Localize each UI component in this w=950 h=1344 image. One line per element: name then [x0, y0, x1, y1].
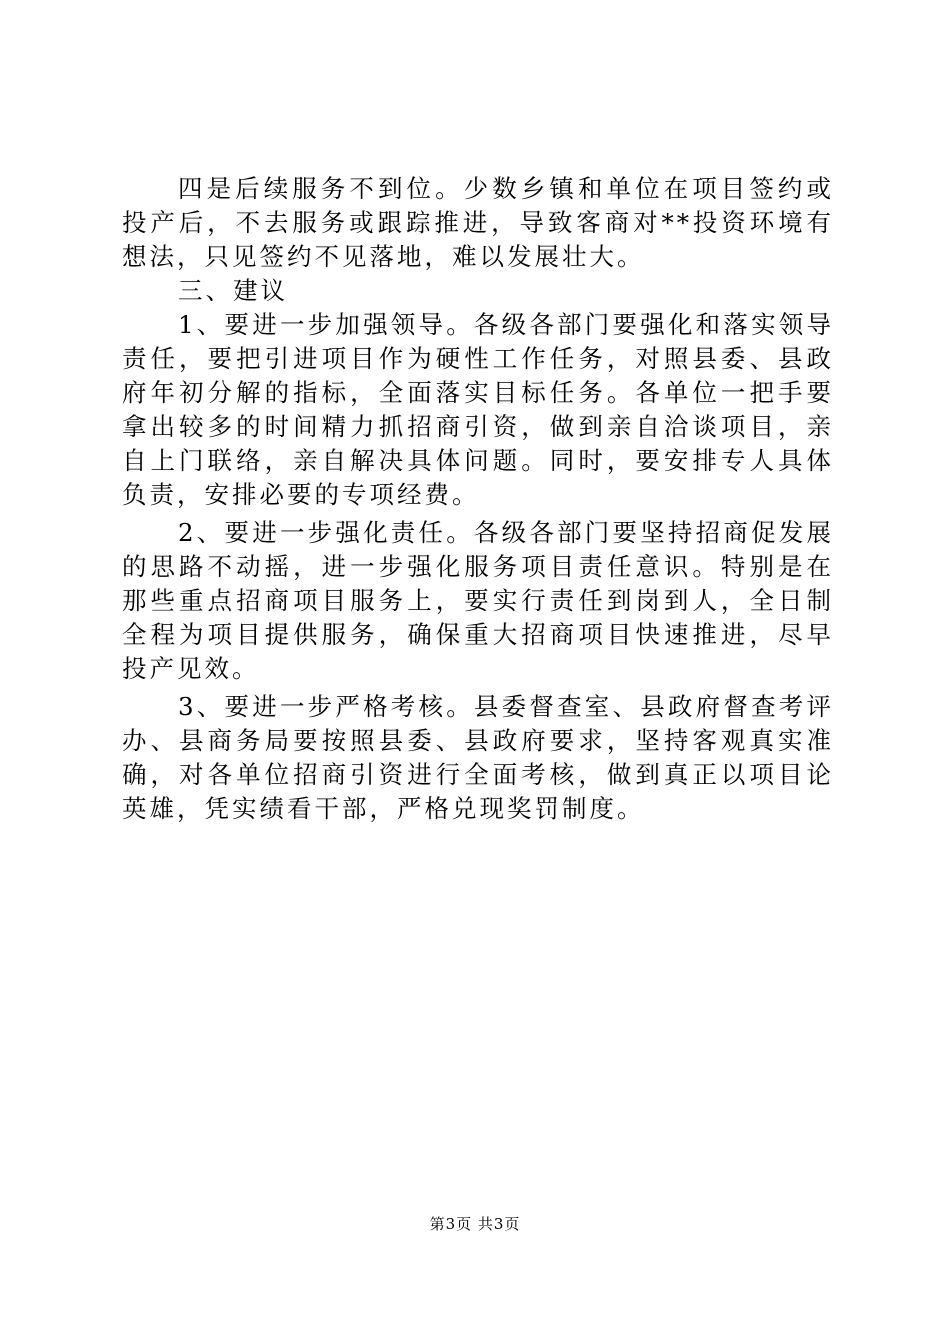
paragraph-assessment: 3、要进一步严格考核。县委督查室、县政府督查考评办、县商务局要按照县委、县政府要求，坚持客观真实准确，对各单位招商引资进行全面考核，做到真正以项目论英雄，凭实绩看干部，严格兑现奖罚制度。	[122, 692, 834, 823]
paragraph-service-issue: 四是后续服务不到位。少数乡镇和单位在项目签约或投产后，不去服务或跟踪推进，导致客商对**投资环境有想法，只见签约不见落地，难以发展壮大。	[122, 174, 834, 271]
paragraph-responsibility: 2、要进一步强化责任。各级各部门要坚持招商促发展的思路不动摇，进一步强化服务项目责任意识。特别是在那些重点招商项目服务上，要实行责任到岗到人，全日制全程为项目提供服务，确保重大招商项目快速推进，尽早投产见效。	[122, 518, 834, 683]
page-number-footer: 第3页 共3页	[429, 1215, 521, 1233]
document-body	[122, 172, 834, 826]
paragraph-leadership: 1、要进一步加强领导。各级各部门要强化和落实领导责任，要把引进项目作为硬性工作任务，对照县委、县政府年初分解的指标，全面落实目标任务。各单位一把手要拿出较多的时间精力抓招商引资，做到亲自洽谈项目，亲自上门联络，亲自解决具体问题。同时，要安排专人具体负责，安排必要的专项经费。	[122, 310, 834, 509]
section-heading-suggestions: 三、建议	[178, 276, 288, 305]
